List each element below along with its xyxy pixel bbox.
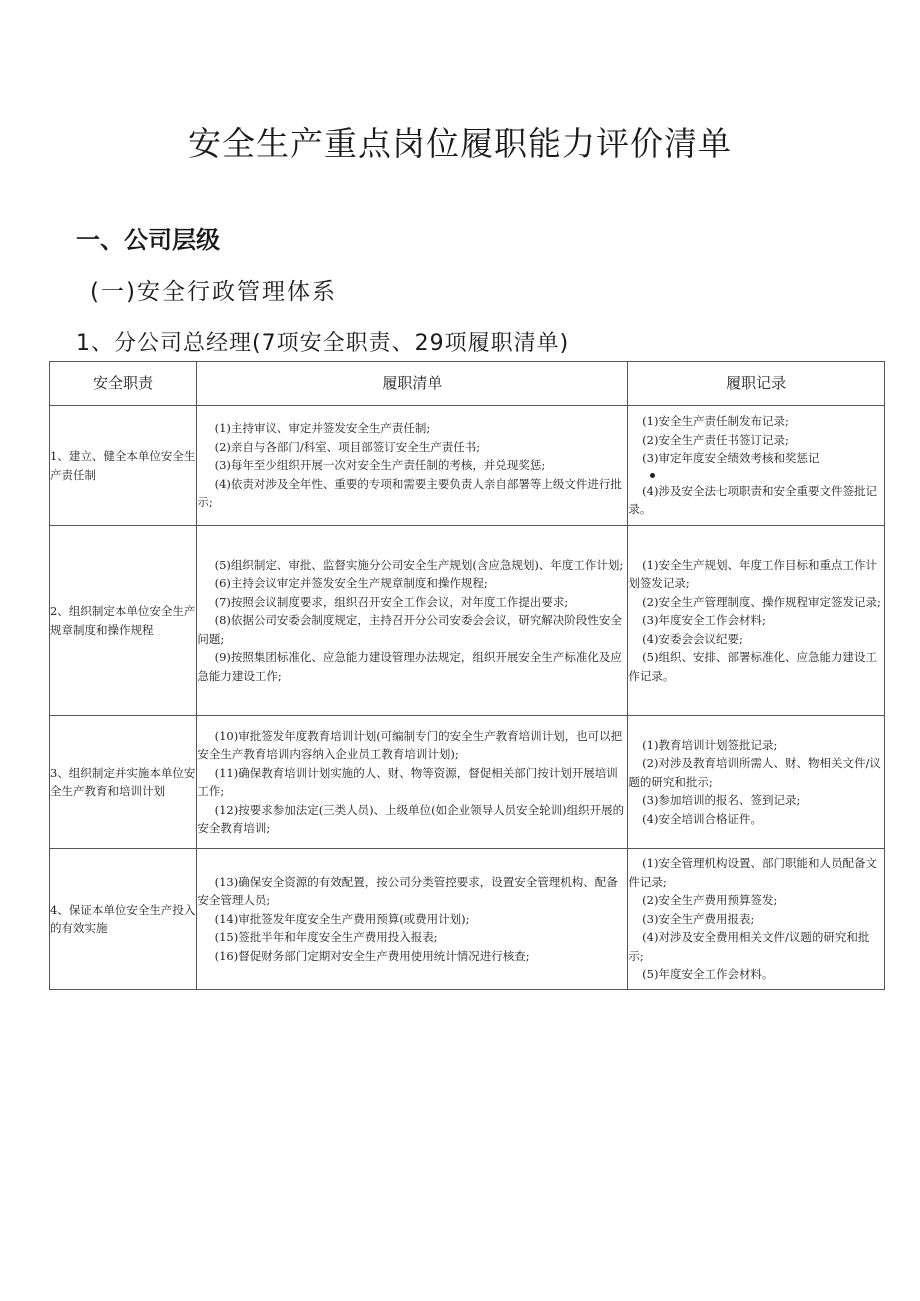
list-item: (2)亲自与各部门/科室、项目部签订安全生产责任书; xyxy=(214,439,481,454)
record-item: (4)安全培训合格证件。 xyxy=(642,811,762,826)
section-heading: 一、公司层级 xyxy=(76,226,220,254)
list-item: (3)每年至少组织开展一次对安全生产责任制的考核，并兑现奖惩; xyxy=(214,458,546,473)
record-item: (2)安全生产费用预算签发; xyxy=(642,893,778,908)
document-title: 安全生产重点岗位履职能力评价清单 xyxy=(188,124,732,163)
record-item: (5)年度安全工作会材料。 xyxy=(642,967,774,982)
record-item: (3)参加培训的报名、签到记录; xyxy=(642,793,801,808)
table-row xyxy=(50,526,885,716)
duty-cell: 4、保证本单位安全生产投入的有效实施 xyxy=(50,849,197,990)
record-item: (4)对涉及安全费用相关文件/议题的研究和批示; xyxy=(628,930,870,963)
list-item: (7)按照会议制度要求，组织召开安全工作会议，对年度工作提出要求; xyxy=(214,594,569,609)
record-cell xyxy=(628,716,885,849)
list-item: (6)主持会议审定并签发安全生产规章制度和操作规程; xyxy=(214,576,488,591)
list-item: (10)审批签发年度教育培训计划(可编制专门的安全生产教育培训计划，也可以把安全生产教育培训内容纳入企业员工教育培训计划); xyxy=(197,728,623,761)
record-item: (3)审定年度安全绩效考核和奖惩记 xyxy=(642,451,820,466)
list-item: (14)审批签发年度安全生产费用预算(或费用计划); xyxy=(214,911,470,926)
list-cell xyxy=(197,716,628,849)
record-item: (2)安全生产责任书签订记录; xyxy=(642,432,789,447)
list-item: (5)组织制定、审批、监督实施分公司安全生产规划(含应急规划)、年度工作计划; xyxy=(214,557,624,572)
record-cell xyxy=(628,849,885,990)
duty-cell: 2、组织制定本单位安全生产规章制度和操作规程 xyxy=(50,526,197,716)
list-item: (12)按要求参加法定(三类人员)、上级单位(如企业领导人员安全轮训)组织开展的安全教育培训; xyxy=(197,802,625,835)
list-item: (11)确保教育培训计划实施的人、财、物等资源，督促相关部门按计划开展培训工作; xyxy=(197,765,618,798)
record-item: (3)安全生产费用报表; xyxy=(642,911,755,926)
list-item: (16)督促财务部门定期对安全生产费用使用统计情况进行核查; xyxy=(214,948,530,963)
table-header-row xyxy=(50,362,885,406)
list-item: (13)确保安全资源的有效配置，按公司分类管控要求，设置安全管理机构、配备安全管理人员; xyxy=(197,874,618,908)
duty-cell: 3、组织制定并实施本单位安全生产教育和培训计划 xyxy=(50,716,197,849)
record-cell xyxy=(628,406,885,526)
list-item: (4)依责对涉及全年性、重要的专项和需要主要负责人亲自部署等上级文件进行批示; xyxy=(197,476,622,510)
list-item: (8)依据公司安委会制度规定，主持召开分公司安委会会议，研究解决阶段性安全问题; xyxy=(197,613,622,646)
list-cell xyxy=(197,406,628,526)
table-row xyxy=(50,849,885,990)
list-item: (1)主持审议、审定并签发安全生产责任制; xyxy=(214,421,431,436)
table-row xyxy=(50,406,885,526)
duty-cell: 1、建立、健全本单位安全生产责任制 xyxy=(50,406,197,526)
record-item: (2)安全生产管理制度、操作规程审定签发记录; xyxy=(642,594,881,609)
list-item: (15)签批半年和年度安全生产费用投入报表; xyxy=(214,930,438,945)
subsection-heading: (一)安全行政管理体系 xyxy=(90,279,337,305)
record-cell xyxy=(628,526,885,716)
bullet-line xyxy=(628,468,884,482)
header-list: 履职清单 xyxy=(197,362,628,406)
record-item: (1)安全生产责任制发布记录; xyxy=(642,414,789,429)
record-item: (4)涉及安全法七项职责和安全重要文件签批记录。 xyxy=(628,483,877,517)
list-cell xyxy=(197,526,628,716)
record-item: (5)组织、安排、部署标准化、应急能力建设工作记录。 xyxy=(628,650,877,683)
table-row xyxy=(50,716,885,849)
record-item: (1)安全管理机构设置、部门职能和人员配备文件记录; xyxy=(628,856,877,889)
list-cell xyxy=(197,849,628,990)
record-item: (3)年度安全工作会材料; xyxy=(642,613,766,628)
list-item: (9)按照集团标准化、应急能力建设管理办法规定，组织开展安全生产标准化及应急能力建设工作; xyxy=(197,650,622,683)
header-duty: 安全职责 xyxy=(50,362,197,406)
role-heading: 1、分公司总经理(7项安全职责、29项履职清单) xyxy=(76,331,570,356)
duty-table xyxy=(49,361,885,990)
record-item: (4)安委会会议纪要; xyxy=(642,631,743,646)
record-item: (1)教育培训计划签批记录; xyxy=(642,737,778,752)
header-record: 履职记录 xyxy=(628,362,885,406)
record-item: (2)对涉及教育培训所需人、财、物相关文件/议题的研究和批示; xyxy=(628,756,881,789)
record-item: (1)安全生产规划、年度工作目标和重点工作计划签发记录; xyxy=(628,557,877,591)
bullet-dot-icon xyxy=(650,473,655,478)
